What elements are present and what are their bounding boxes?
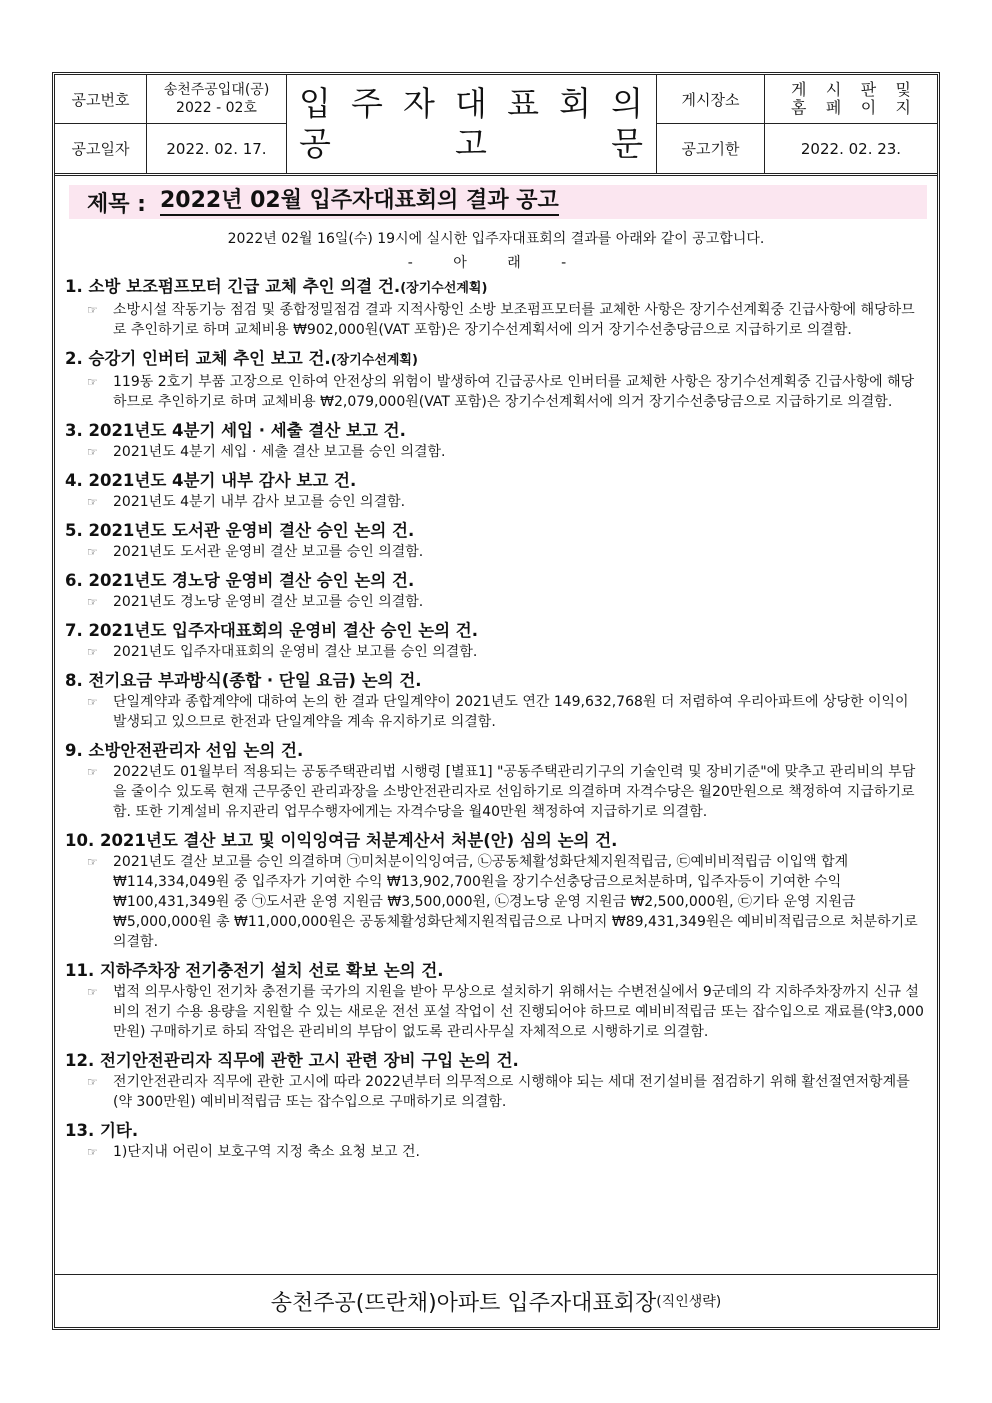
agenda-item-title: [65, 829, 925, 852]
post-place-line2: [791, 99, 911, 117]
notice-no-value: [147, 75, 287, 124]
agenda-item-body: [65, 592, 925, 612]
agenda-body-text: 단일계약과 종합계약에 대하여 논의 한 결과 단일계약이 2021년도 연간 149,632,768원 더 저렴하여 우리아파트에 상당한 이익이 발생되고 있으므로 한전과 단일계약을 계속 유지하기로 의결함.: [113, 694, 909, 730]
agenda-body-text: 전기안전관리자 직무에 관한 고시에 따라 2022년부터 의무적으로 시행해야 되는 세대 전기설비를 점검하기 위해 활선절연저항계를(약 300만원) 예비비적립금 또는 잡수입으로 구매하기로 의결함.: [113, 1074, 910, 1110]
title-char: 문: [611, 124, 644, 163]
agenda-body-text: 2021년도 입주자대표회의 운영비 결산 보고를 승인 의결함.: [113, 644, 478, 660]
agenda-item: [65, 669, 925, 732]
agenda-item-body: [65, 642, 925, 662]
agenda-body-text: 119동 2호기 부품 고장으로 인하여 안전상의 위험이 발생하여 긴급공사로 인버터를 교체한 사항은 장기수선계획중 긴급사항에 해당하므로 추인하기로 하며 교체비용 ₩2,079,000원(VAT 포함)은 장기수선계획서에 의거 장기수선충당금으로 지급하기로 의결함.: [113, 374, 915, 410]
agenda-item: [65, 569, 925, 612]
agenda-item-body: [65, 692, 925, 732]
title-char: 자: [403, 84, 436, 123]
agenda-list: [65, 275, 925, 1169]
agenda-item-title: [65, 469, 925, 492]
notice-no-line2: 2022 - 02호: [176, 100, 257, 116]
agenda-item-title: [65, 619, 925, 642]
place-char: 시: [825, 80, 842, 99]
agenda-body-text: 소방시설 작동기능 점검 및 종합정밀점검 결과 지적사항인 소방 보조펌프모터를 교체한 사항은 장기수선계획중 긴급사항에 해당하므로 추인하기로 하며 교체비용 ₩902,000원(VAT 포함)은 장기수선계획서에 의거 장기수선충당금으로 지급하기로 의결함.: [113, 302, 915, 338]
agenda-title-tag: (장기수선계획): [400, 281, 488, 296]
agenda-title-text: 2. 승강기 인버터 교체 추인 보고 건.: [65, 349, 331, 368]
agenda-body-text: 2021년도 도서관 운영비 결산 보고를 승인 의결함.: [113, 544, 424, 560]
footer-signature: [55, 1274, 937, 1327]
agenda-title-text: 6. 2021년도 경노당 운영비 결산 승인 논의 건.: [65, 571, 415, 590]
agenda-item-title: [65, 519, 925, 542]
agenda-title-text: 12. 전기안전관리자 직무에 관한 고시 관련 장비 구입 논의 건.: [65, 1051, 519, 1070]
title-char: 주: [351, 84, 384, 123]
title-char: 회: [559, 84, 592, 123]
pen-hand-icon: ☞: [87, 545, 98, 559]
agenda-title-text: 11. 지하주차장 전기충전기 설치 선로 확보 논의 건.: [65, 961, 444, 980]
title-line2: [299, 124, 644, 164]
agenda-item-body: [65, 372, 925, 412]
pen-hand-icon: ☞: [87, 985, 98, 999]
agenda-title-tag: (장기수선계획): [330, 353, 418, 368]
post-place-value: [765, 75, 937, 124]
agenda-title-text: 8. 전기요금 부과방식(종합 · 단일 요금) 논의 건.: [65, 671, 422, 690]
agenda-body-text: 1)단지내 어린이 보호구역 지정 축소 요청 보고 건.: [113, 1144, 420, 1160]
agenda-item-body: [65, 1142, 925, 1162]
pen-hand-icon: ☞: [87, 1075, 98, 1089]
agenda-title-text: 3. 2021년도 4분기 세입 · 세출 결산 보고 건.: [65, 421, 406, 440]
agenda-body-text: 2022년도 01월부터 적용되는 공동주택관리법 시행령 [별표1] "공동주택관리기구의 기술인력 및 장비기준"에 맞추고 관리비의 부담을 줄이수 있도록 현재 근무중인 관리과장을 소방안전관리자로 선임하기로 의결하며 자격수당은 월20만원으로 책정하여 지급하기로 함. 또한 기계설비 유지관리 업무수행자에게는 자격수당을 월40만원 책정하여 지급하기로 의결함.: [113, 764, 916, 820]
pen-hand-icon: ☞: [87, 765, 98, 779]
arae-heading: - 아 래 -: [407, 255, 585, 271]
agenda-title-text: 5. 2021년도 도서관 운영비 결산 승인 논의 건.: [65, 521, 415, 540]
agenda-item-title: [65, 419, 925, 442]
agenda-title-text: 4. 2021년도 4분기 내부 감사 보고 건.: [65, 471, 357, 490]
agenda-body-text: 2021년도 4분기 내부 감사 보고를 승인 의결함.: [113, 494, 406, 510]
agenda-item: [65, 419, 925, 462]
place-char: 판: [860, 80, 877, 99]
place-char: 페: [825, 98, 842, 117]
place-char: 이: [860, 98, 877, 117]
agenda-item-title: [65, 1119, 925, 1142]
footer-main: 송천주공(뜨란채)아파트 입주자대표회장: [270, 1290, 657, 1316]
agenda-item-title: [65, 275, 925, 300]
subject-text: 2022년 02월 입주자대표회의 결과 공고: [160, 188, 559, 216]
agenda-item-title: [65, 347, 925, 372]
header-table: [55, 75, 937, 176]
agenda-item-title: [65, 569, 925, 592]
post-period-label: 공고기한: [657, 124, 765, 173]
notice-no-line1: 송천주공입대(공): [163, 82, 270, 98]
agenda-body-text: 2021년도 결산 보고를 승인 의결하며 ㉠미처분이익잉여금, ㉡공동체활성화단체지원적립금, ㉢예비비적립금 이입액 합계 ₩114,334,049원 중 입주자가 기여한 수익 ₩13,902,700원을 장기수선충당금으로처분하며, 입주자등이 기여한 수익 ₩100,431,349원 중 ㉠도서관 운영 지원금 ₩3,500,000원, ㉡경노당 운영 지원금 ₩2,500,000원, ㉢기타 운영 지원금 ₩5,000,000원 총 ₩11,000,000원은 공동체활성화단체지원적립금으로 나머지 ₩89,431,349원은 예비비적립금으로 처분하기로 의결함.: [113, 854, 918, 950]
notice-no-label: 공고번호: [55, 75, 147, 124]
pen-hand-icon: ☞: [87, 645, 98, 659]
subject-bar: [69, 185, 927, 219]
pen-hand-icon: ☞: [87, 695, 98, 709]
agenda-item-body: [65, 852, 925, 952]
place-char: 및: [895, 80, 911, 99]
agenda-item: [65, 519, 925, 562]
title-char: 고: [455, 124, 488, 163]
title-char: 공: [299, 124, 332, 163]
agenda-title-text: 13. 기타.: [65, 1121, 139, 1140]
agenda-item-title: [65, 959, 925, 982]
notice-title: [287, 75, 657, 173]
agenda-item-title: [65, 739, 925, 762]
agenda-item-title: [65, 1049, 925, 1072]
agenda-item: [65, 1049, 925, 1112]
notice-date-value: 2022. 02. 17.: [147, 124, 287, 173]
pen-hand-icon: ☞: [87, 303, 98, 317]
agenda-item: [65, 619, 925, 662]
post-period-value: 2022. 02. 23.: [800, 139, 902, 158]
agenda-body-text: 2021년도 4분기 세입 · 세출 결산 보고를 승인 의결함.: [113, 444, 446, 460]
agenda-body-text: 2021년도 경노당 운영비 결산 보고를 승인 의결함.: [113, 594, 424, 610]
agenda-item: [65, 1119, 925, 1162]
pen-hand-icon: ☞: [87, 595, 98, 609]
agenda-item-title: [65, 669, 925, 692]
agenda-item-body: [65, 442, 925, 462]
agenda-title-text: 10. 2021년도 결산 보고 및 이익잉여금 처분계산서 처분(안) 심의 논의 건.: [65, 831, 618, 850]
post-place-line1: [791, 81, 911, 99]
agenda-item-body: [65, 492, 925, 512]
title-char: 대: [455, 84, 488, 123]
pen-hand-icon: ☞: [87, 495, 98, 509]
agenda-item-body: [65, 300, 925, 340]
post-place-label: 게시장소: [657, 75, 765, 124]
agenda-item: [65, 347, 925, 412]
agenda-item-body: [65, 762, 925, 822]
agenda-item: [65, 469, 925, 512]
agenda-item: [65, 829, 925, 952]
notice-frame: [52, 72, 940, 1330]
intro-text: 2022년 02월 16일(수) 19시에 실시한 입주자대표회의 결과를 아래와 같이 공고합니다.: [227, 231, 765, 247]
agenda-item: [65, 739, 925, 822]
pen-hand-icon: ☞: [87, 445, 98, 459]
pen-hand-icon: ☞: [87, 855, 98, 869]
agenda-item: [65, 275, 925, 340]
title-char: 입: [299, 84, 332, 123]
title-line1: [299, 84, 644, 124]
agenda-title-text: 7. 2021년도 입주자대표회의 운영비 결산 승인 논의 건.: [65, 621, 478, 640]
pen-hand-icon: ☞: [87, 1145, 98, 1159]
agenda-body-text: 법적 의무사항인 전기차 충전기를 국가의 지원을 받아 무상으로 설치하기 위해서는 수변전실에서 9군데의 각 지하주차장까지 신규 설비의 전기 수용 용량을 지원할 수 있는 새로운 전선 포설 작업이 선 진행되어야 하므로 예비비적립금 또는 잡수입으로 재료를(약3,000만원) 구매하기로 하되 작업은 관리비의 부담이 없도록 관리사무실 자체적으로 시행하기로 의결함.: [113, 984, 924, 1040]
agenda-item-body: [65, 982, 925, 1042]
subject-label: 제목 :: [87, 191, 146, 217]
footer-note: (직인생략): [656, 1294, 722, 1310]
place-char: 게: [791, 80, 807, 99]
title-char: 의: [611, 84, 644, 123]
place-char: 지: [895, 98, 911, 117]
agenda-title-text: 1. 소방 보조펌프모터 긴급 교체 추인 의결 건.: [65, 277, 401, 296]
agenda-item-body: [65, 542, 925, 562]
agenda-title-text: 9. 소방안전관리자 선임 논의 건.: [65, 741, 304, 760]
agenda-item-body: [65, 1072, 925, 1112]
pen-hand-icon: ☞: [87, 375, 98, 389]
notice-date-label: 공고일자: [55, 124, 147, 173]
agenda-item: [65, 959, 925, 1042]
title-char: 표: [507, 84, 540, 123]
place-char: 홈: [791, 98, 807, 117]
